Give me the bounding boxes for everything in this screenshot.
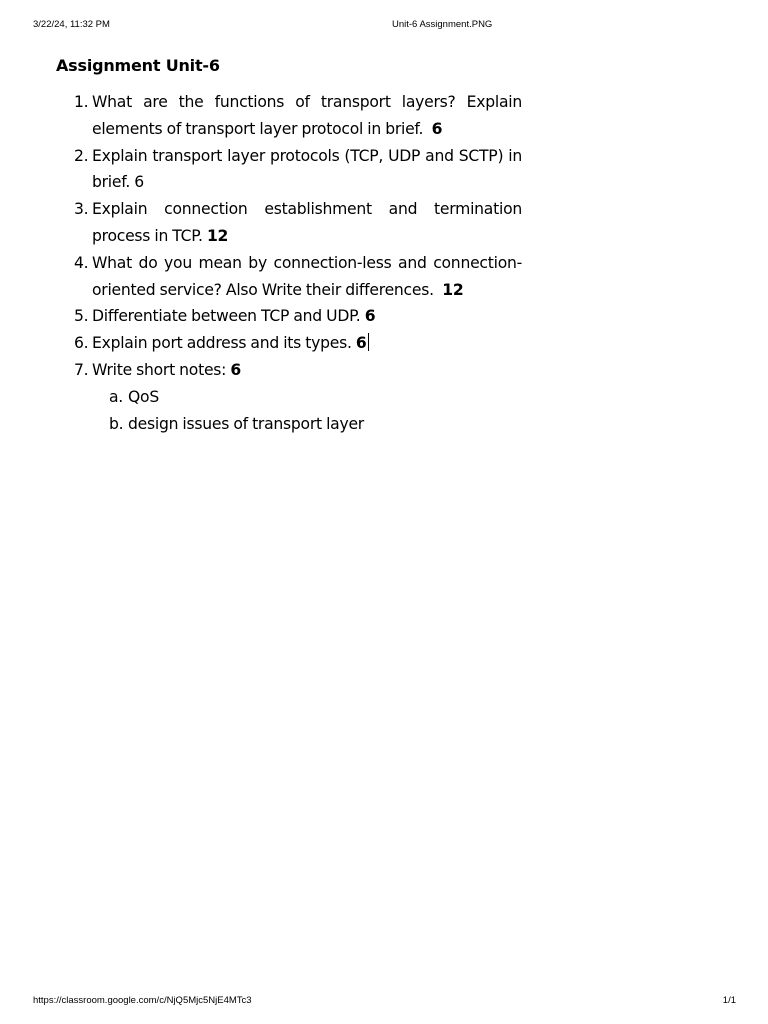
short-notes-list — [56, 384, 522, 438]
question-text: Differentiate between TCP and UDP. — [92, 307, 361, 326]
question-marks: 12 — [206, 226, 229, 245]
question-number: 6. — [74, 334, 89, 353]
short-note-text: design issues of transport layer — [128, 414, 364, 433]
question-text: Explain transport layer protocols (TCP, UDP and SCTP) in brief. 6 — [92, 146, 522, 192]
question-list — [56, 89, 522, 437]
question-number: 5. — [74, 307, 89, 326]
short-note-item — [56, 384, 522, 411]
question-text: Write short notes: — [92, 360, 227, 379]
question-item — [56, 196, 522, 250]
question-text: What are the functions of transport layers? Explain elements of transport layer protocol in brief. — [92, 93, 522, 138]
document-title: Assignment Unit-6 — [56, 56, 220, 75]
question-text: Explain port address and its types. — [92, 334, 352, 353]
question-text: Explain connection establishment and termination process in TCP. — [92, 200, 522, 245]
question-text: What do you mean by connection-less and connection-oriented service? Also Write their differences. — [92, 253, 522, 299]
short-note-letter: b. — [109, 414, 124, 433]
question-item — [56, 330, 522, 357]
short-note-text: QoS — [128, 387, 159, 406]
question-marks: 6 — [431, 119, 443, 138]
question-number: 7. — [74, 360, 89, 379]
question-marks: 12 — [442, 280, 464, 299]
question-item — [56, 357, 522, 437]
question-marks: 6 — [364, 307, 376, 326]
assignment-document — [56, 53, 522, 437]
short-note-item — [56, 411, 522, 438]
print-file-title: Unit-6 Assignment.PNG — [392, 19, 493, 30]
short-note-letter: a. — [109, 387, 124, 406]
question-item — [56, 250, 522, 304]
question-item — [56, 143, 522, 197]
question-number: 4. — [74, 253, 89, 272]
question-item — [56, 89, 522, 143]
question-marks: 6 — [230, 360, 241, 379]
question-number: 3. — [74, 200, 89, 219]
print-url: https://classroom.google.com/c/NjQ5Mjc5NjE4MTc3 — [33, 995, 252, 1006]
print-datetime: 3/22/24, 11:32 PM — [33, 19, 110, 30]
question-item — [56, 303, 522, 330]
text-cursor — [368, 333, 369, 351]
question-marks: 6 — [355, 334, 367, 353]
print-page-number: 1/1 — [722, 995, 736, 1006]
question-number: 1. — [74, 93, 89, 111]
question-number: 2. — [74, 146, 89, 165]
